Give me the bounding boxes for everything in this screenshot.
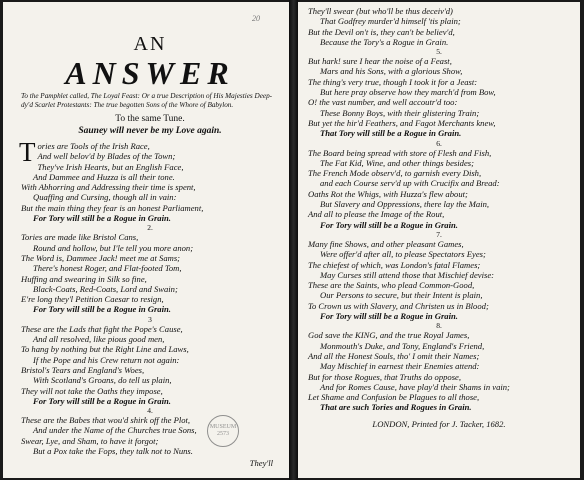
verse-line: But the main thing they fear is an honest Parliament, [21,202,204,213]
stanza-number: 5. [436,47,442,57]
verse-line: They will not take the Oaths they impose, [21,385,163,396]
verse-line: And all the Honest Souls, tho' I omit their Names; [308,350,480,361]
verse-line: Bristol's Tears and England's Woes, [21,364,145,375]
verse-line: These are the Lads that fight the Pope's Cause, [21,323,183,334]
book-gutter [289,0,298,480]
verse-line: Swear, Lye, and Sham, to have it forgot; [21,435,159,446]
subtitle: To the Pamphlet called, The Loyal Feast: Or a true Description of His Majesties Deep-dy'd Scarlet Protestants: The true begotten Sons of the Whore of Babylon. [21,92,273,109]
stanza-number: 8. [436,321,442,331]
verse-line: May Curses still attend those that Mischief devise: [320,269,494,280]
verse-line: The Board being spread with store of Flesh and Fish, [308,147,492,158]
stanza-2 [21,232,279,314]
stanza-7 [308,239,570,321]
verse-line: That Godfrey murder'd himself 'tis plain; [320,16,461,27]
verse-line: Because the Tory's a Rogue in Grain. [320,36,449,47]
verse-line: Black-Coats, Red-Coats, Lord and Swain; [33,283,178,294]
stanza-number: 4. [147,406,153,416]
verse-line: The chiefest of which, was London's fatal Flames; [308,259,481,270]
verse-line: For Tory will still be a Rogue in Grain. [320,311,458,322]
stanza-number: 3 [148,314,152,324]
verse-line: May Mischief in earnest their Enemies attend: [320,361,480,372]
stanza-8 [308,330,570,412]
stanza-5 [308,56,570,138]
verse-line: The Word is, Dammee Jack! meet me at Sams; [21,252,181,263]
verse-line: And well belov'd by Blades of the Town; [37,151,176,162]
drop-cap: T [19,137,36,167]
verse-line: For Tory will still be a Rogue in Grain. [33,395,171,406]
verse-line: That Tory will still be a Rogue in Grain. [320,128,462,139]
verse-line: But for those Rogues, that Truths do oppose, [308,371,462,382]
verse-line: To hang by nothing but the Right Line and Laws, [21,344,189,355]
verse-line: Round and hollow, but I'le tell you more anon; [33,242,194,253]
verse-line: If the Pope and his Crew return not again: [33,354,180,365]
verse-line: But here pray observe how they march'd from Bow, [320,87,496,98]
stamp-text: MUSEUM [209,424,237,430]
verse-line: Mars and his Sons, with a glorious Show, [320,66,463,77]
verse-line: But hark! sure I hear the noise of a Feast, [308,56,452,67]
verse-line: For Tory will still be a Rogue in Grain. [320,219,458,230]
stanza-4-continued [308,6,570,47]
verse-line: With Abhorring and Addressing their time is spent, [21,182,196,193]
stanza-1 [19,137,279,224]
verse-line: That are such Tories and Rogues in Grain. [320,402,472,413]
stanza-number: 2. [147,223,153,233]
verse-line: Oaths Rot the Whigs, with Huzza's flew about; [308,188,468,199]
verse-line: But Slavery and Oppressions, there lay the Main, [320,199,490,210]
verse-line: ories are Tools of the Irish Race, [37,141,150,151]
title-answer: ANSWER [65,55,235,91]
verse-line: Huffing and swearing in Silk so fine, [21,273,147,284]
verse-line: and each Course serv'd up with Crucifix and Bread: [320,178,500,189]
stanza-3 [21,324,279,406]
verse-line: For Tory will still be a Rogue in Grain. [33,304,171,315]
verse-line: The French Mode observ'd, to garnish every Dish, [308,168,482,179]
verse-line: Our Persons to secure, but their Intent is plain, [320,290,483,301]
title-an: AN [133,33,167,55]
left-page [3,2,289,478]
stanza-6 [308,148,570,230]
folio-number: 20 [252,14,260,23]
stanza-number: 7. [436,229,442,239]
verse-line: Let Shame and Confusion be Plagues to all those, [308,392,480,403]
stamp-number: 2573 [217,431,229,437]
verse-line: The thing's very true, though I took it for a Jeast: [308,76,478,87]
verse-line: But yet the hir'd Feathers, and Fagot Merchants knew, [308,117,496,128]
stanza-4 [21,415,279,456]
verse-line: There's honest Roger, and Flat-footed Tom, [33,263,182,274]
verse-line: And all to please the Image of the Rout, [308,209,445,220]
verse-line: Were offer'd after all, to please Spectators Eyes; [320,249,486,260]
tune-name: Sauney will never be my Love again. [78,126,222,136]
verse-line: The Fat Kid, Wine, and other things besides; [320,157,474,168]
verse-line: And under the Name of the Churches true Sons, [33,425,197,436]
verse-line: These are the Saints, who plead Common-Good, [308,280,475,291]
verse-line: They've Irish Hearts, but an English Face, [37,161,184,172]
right-page [298,2,580,478]
verse-line: Tories are made like Bristol Cans, [21,232,139,243]
verse-line: With Scotland's Groans, do tell us plain, [33,375,172,386]
verse-line: God save the KING, and the true Royal James, [308,330,470,341]
verse-line: And Dammee and Huzza is all their tone. [33,171,175,182]
imprint: LONDON, Printed for J. Tacker, 1682. [372,418,506,429]
verse-line: Quaffing and Cursing, though all in vain: [33,192,177,203]
tune-line: To the same Tune. [115,114,185,124]
stanza-number: 6. [436,138,442,148]
verse-line: But a Pox take the Fops, they talk not to Nuns. [33,446,193,457]
verse-line: These Bonny Boys, with their glistering Train; [320,107,480,118]
verse-line: O! the vast number, and well accoutr'd too: [308,97,458,108]
verse-line: To Crown us with Slavery, and Christen us in Blood; [308,300,489,311]
verse-line: And for Romes Cause, have play'd their Shams in vain; [320,381,510,392]
verse-line: And all resolved, like pious good men, [33,334,165,345]
verse-line: Many fine Shows, and other pleasant Games, [308,238,464,249]
catchword: They'll [249,458,273,469]
verse-line: Monmouth's Duke, and Tony, England's Friend, [320,340,485,351]
library-stamp [207,415,239,447]
verse-line: These are the Babes that wou'd shirk off the Plot, [21,415,191,426]
verse-line: E're long they'l Petition Caesar to resign, [21,294,164,305]
verse-line: They'll swear (but who'll be thus deceiv'd) [308,6,453,16]
verse-line: But the Devil on't is, they can't be believ'd, [308,26,455,37]
verse-line: For Tory will still be a Rogue in Grain. [33,213,171,224]
